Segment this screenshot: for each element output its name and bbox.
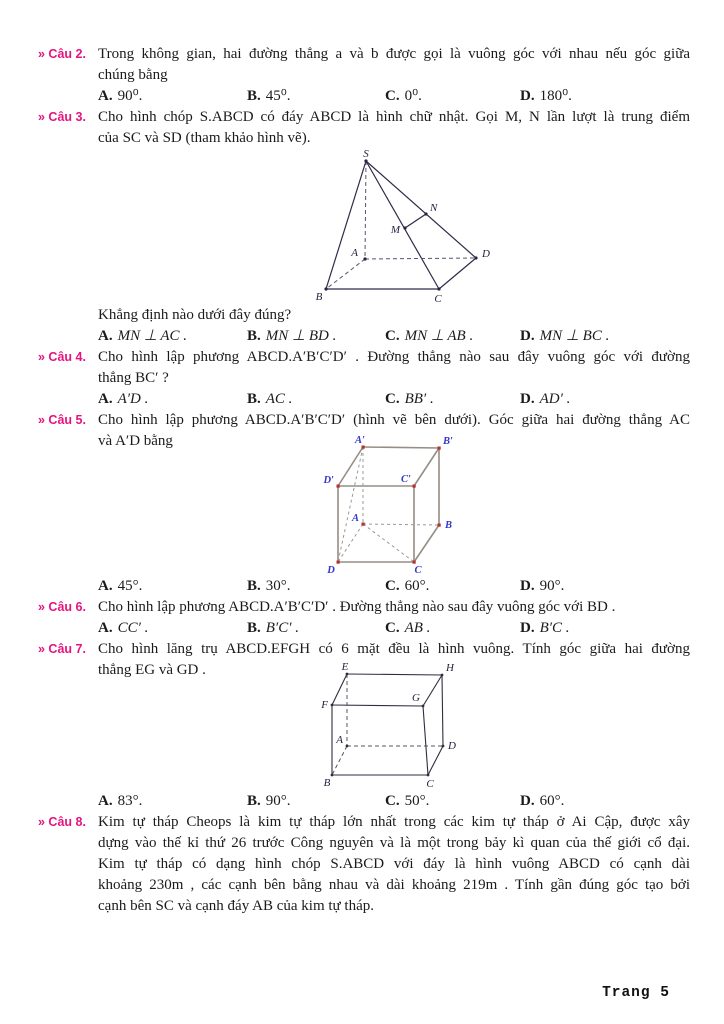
question-8-text-line5: cạnh bên SC và cạnh đáy AB của kim tự tháp. [98, 898, 374, 914]
option-letter-c: C. [385, 328, 400, 344]
option-value-d: 60°. [539, 793, 565, 809]
question-3-text-line2: của SC và SD (tham khảo hình vẽ). [98, 130, 311, 146]
vertex-label-e: E [341, 661, 349, 673]
question-3-text-line3: Khẳng định nào dưới đây đúng? [98, 307, 292, 323]
question-5-marker: » Câu 5. [38, 413, 86, 427]
vertex-label-c: C [434, 293, 442, 305]
vertex-label-a-prime: A′ [355, 435, 365, 446]
cube-figure [98, 434, 690, 576]
option-letter-c: C. [385, 391, 400, 407]
option-letter-a: A. [98, 391, 113, 407]
prism-solid-edges [332, 674, 443, 775]
option-value-d: 90°. [539, 578, 565, 594]
cube-hidden-edges [338, 447, 439, 562]
option-value-a: 45°. [117, 578, 143, 594]
pyramid-figure-svg [295, 147, 495, 305]
question-2 [38, 44, 690, 107]
question-7-options [98, 791, 690, 812]
question-5-option-b [247, 576, 385, 597]
vertex-label-b-prime: B′ [443, 436, 453, 447]
vertex-label-d: D [482, 248, 490, 260]
option-letter-b: B. [247, 391, 261, 407]
question-2-option-b [247, 86, 385, 107]
option-value-a: 83°. [117, 793, 143, 809]
option-letter-d: D. [520, 391, 535, 407]
option-letter-b: B. [247, 578, 261, 594]
question-8-body [98, 812, 690, 917]
vertex-label-b: B [445, 520, 453, 531]
option-value-b: B′C′ . [265, 620, 299, 636]
question-7-option-d [520, 791, 690, 812]
question-2-option-d [520, 86, 690, 107]
option-letter-d: D. [520, 620, 535, 636]
vertex-label-h: H [446, 662, 454, 674]
question-5-options [98, 576, 690, 597]
option-letter-a: A. [98, 328, 113, 344]
question-6-option-a [98, 618, 247, 639]
question-3-body [98, 107, 690, 347]
question-4-marker: » Câu 4. [38, 350, 86, 364]
pyramid-figure [98, 147, 690, 305]
question-6-option-c [385, 618, 520, 639]
option-value-d: 180⁰. [539, 88, 572, 104]
question-2-option-a [98, 86, 247, 107]
question-2-options [98, 86, 690, 107]
option-letter-a: A. [98, 88, 113, 104]
question-7-option-c [385, 791, 520, 812]
option-letter-c: C. [385, 620, 400, 636]
question-8 [38, 812, 690, 917]
question-3-marker: » Câu 3. [38, 110, 86, 124]
question-3-option-d [520, 326, 690, 347]
question-2-text-line2: chúng bằng [98, 67, 168, 83]
vertex-label-c: C [414, 565, 422, 576]
question-6-option-b [247, 618, 385, 639]
vertex-label-n: N [430, 202, 438, 214]
option-value-c: MN ⊥ AB . [404, 328, 474, 344]
vertex-label-d: D [327, 565, 335, 576]
option-value-d: B′C . [539, 620, 570, 636]
prism-figure-svg [318, 661, 463, 791]
question-8-text-line3: Kim tự tháp có dạng hình chóp S.ABCD với đáy là hình vuông ABCD có cạnh dài [98, 856, 690, 872]
pyramid-vertex-dots [324, 159, 477, 290]
question-2-text-line1: Trong không gian, hai đường thẳng a và b được gọi là vuông góc với nhau nếu góc giữa [98, 46, 690, 62]
option-value-c: 60°. [404, 578, 430, 594]
question-7-option-b [247, 791, 385, 812]
question-4-option-d [520, 389, 690, 410]
option-letter-d: D. [520, 578, 535, 594]
option-letter-c: C. [385, 578, 400, 594]
question-8-text-line2: dựng vào thế kỉ thứ 26 trước Công nguyên và là một trong bảy kì quan của thế giới cổ đại. [98, 835, 690, 851]
option-letter-c: C. [385, 793, 400, 809]
option-value-b: MN ⊥ BD . [265, 328, 337, 344]
option-value-c: BB′ . [404, 391, 434, 407]
question-6-options [98, 618, 690, 639]
question-4-option-a [98, 389, 247, 410]
option-value-c: AB . [404, 620, 431, 636]
option-letter-d: D. [520, 88, 535, 104]
option-letter-b: B. [247, 328, 261, 344]
question-5-text-line1: Cho hình lập phương ABCD.A′B′C′D′ (hình vẽ bên dưới). Góc giữa hai đường thẳng AC [98, 412, 690, 428]
question-5-option-d [520, 576, 690, 597]
option-value-b: 30°. [265, 578, 291, 594]
question-3-text-line1: Cho hình chóp S.ABCD có đáy ABCD là hình chữ nhật. Gọi M, N lần lượt là trung điểm [98, 109, 690, 125]
option-value-a: A′D . [117, 391, 149, 407]
question-3-options [98, 326, 690, 347]
vertex-label-d: D [448, 740, 456, 752]
option-value-b: 90°. [265, 793, 291, 809]
vertex-label-c-prime: C′ [401, 474, 411, 485]
question-5-option-c [385, 576, 520, 597]
option-letter-b: B. [247, 620, 261, 636]
question-7 [38, 639, 690, 812]
page-number: Trang 5 [602, 985, 670, 1001]
question-8-text-line1: Kim tự tháp Cheops là kim tự tháp lớn nhất trong các kim tự tháp ở Ai Cập, được xây [98, 814, 690, 830]
question-2-option-c [385, 86, 520, 107]
option-letter-b: B. [247, 88, 261, 104]
question-7-option-a [98, 791, 247, 812]
cube-figure-svg [325, 434, 465, 576]
option-value-c: 50°. [404, 793, 430, 809]
option-value-b: 45⁰. [265, 88, 291, 104]
question-5-body [98, 410, 690, 597]
option-value-c: 0⁰. [404, 88, 422, 104]
option-value-a: CC′ . [117, 620, 149, 636]
question-7-marker: » Câu 7. [38, 642, 86, 656]
option-value-b: AC . [265, 391, 293, 407]
question-4-text-line2: thẳng BC′ ? [98, 370, 169, 386]
question-3-option-c [385, 326, 520, 347]
vertex-label-b: B [315, 291, 323, 303]
vertex-label-c: C [426, 778, 434, 790]
question-4-option-b [247, 389, 385, 410]
vertex-label-g: G [412, 692, 420, 704]
question-4-body [98, 347, 690, 410]
option-letter-d: D. [520, 793, 535, 809]
question-3 [38, 107, 690, 347]
vertex-label-b: B [323, 777, 331, 789]
question-4-options [98, 389, 690, 410]
prism-hidden-edges [332, 674, 443, 775]
cube-solid-edges [338, 447, 439, 562]
vertex-label-s: S [363, 148, 369, 160]
question-4 [38, 347, 690, 410]
vertex-label-a: A [336, 734, 343, 746]
question-6-option-d [520, 618, 690, 639]
vertex-label-f: F [321, 699, 328, 711]
option-value-a: MN ⊥ AC . [117, 328, 188, 344]
question-6 [38, 597, 690, 639]
question-4-text-line1: Cho hình lập phương ABCD.A′B′C′D′ . Đường thẳng nào sau đây vuông góc với đường [98, 349, 690, 365]
question-4-option-c [385, 389, 520, 410]
question-7-body [98, 639, 690, 812]
question-6-marker: » Câu 6. [38, 600, 86, 614]
option-letter-c: C. [385, 88, 400, 104]
option-value-a: 90⁰. [117, 88, 143, 104]
question-8-text-line4: khoảng 230m , các cạnh bên bằng nhau và dài khoảng 219m . Tính gần đúng góc tạo bởi [98, 877, 690, 893]
vertex-label-m: M [390, 224, 400, 236]
option-letter-b: B. [247, 793, 261, 809]
question-3-option-a [98, 326, 247, 347]
question-3-option-b [247, 326, 385, 347]
question-5-option-a [98, 576, 247, 597]
pyramid-hidden-edges [326, 161, 476, 289]
pyramid-solid-edges [326, 161, 476, 289]
option-value-d: AD′ . [539, 391, 571, 407]
vertex-label-d-prime: D′ [323, 475, 334, 486]
option-letter-a: A. [98, 620, 113, 636]
question-2-body [98, 44, 690, 107]
question-8-marker: » Câu 8. [38, 815, 86, 829]
option-letter-a: A. [98, 793, 113, 809]
question-7-text-line2: thẳng EG và GD . [98, 662, 206, 678]
question-6-body [98, 597, 690, 639]
prism-vertex-labels [320, 661, 456, 790]
question-5 [38, 410, 690, 597]
option-letter-d: D. [520, 328, 535, 344]
question-5-text-line2: và A′D bằng [98, 433, 173, 449]
option-value-d: MN ⊥ BC . [539, 328, 610, 344]
vertex-label-a: A [351, 513, 359, 524]
question-7-text-line1: Cho hình lăng trụ ABCD.EFGH có 6 mặt đều là hình vuông. Tính góc giữa hai đường [98, 641, 690, 657]
vertex-label-a: A [351, 247, 358, 259]
question-2-marker: » Câu 2. [38, 47, 86, 61]
question-6-text-line1: Cho hình lập phương ABCD.A′B′C′D′ . Đường thẳng nào sau đây vuông góc với BD . [98, 599, 616, 615]
option-letter-a: A. [98, 578, 113, 594]
